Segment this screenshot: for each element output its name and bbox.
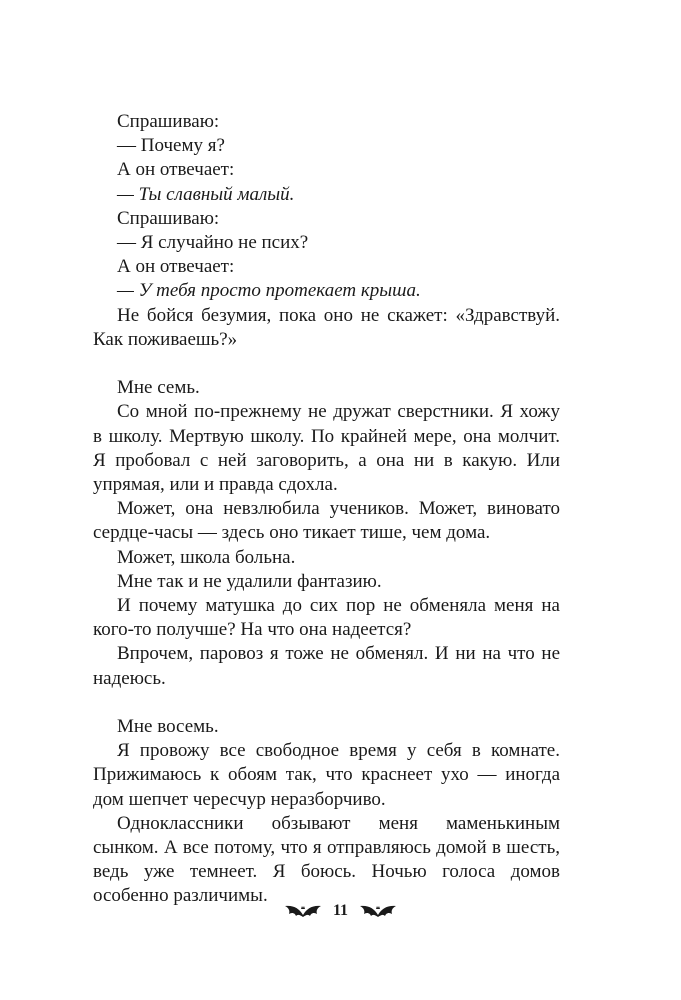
paragraph: И почему матушка до сих пор не обменяла меня на кого-то получше? На что она надеется? [93,595,560,641]
section-gap [93,352,560,376]
paragraph: Мне так и не удалили фантазию. [117,570,382,592]
paragraph: Спрашиваю: [117,207,220,229]
paragraph: — Почему я? [117,135,225,157]
paragraph: Впрочем, паровоз я тоже не обменял. И ни на что не надеюсь. [93,643,560,689]
paragraph: — Ты славный малый. [117,183,295,205]
paragraph: А он отвечает: [117,256,235,278]
body-text [93,110,560,909]
paragraph: А он отвечает: [117,159,235,181]
paragraph: Мне семь. [117,377,200,399]
page-number: 11 [332,902,349,919]
bat-icon-right [358,900,398,922]
paragraph: Не бойся безумия, пока оно не скажет: «Здравствуй. Как поживаешь?» [93,304,560,350]
paragraph: — У тебя просто протекает крыша. [117,280,421,302]
paragraph: Одноклассники обзывают меня маменькиным сынком. А все потому, что я отправляюсь домой в шесть, ведь уже темнеет. Я боюсь. Ночью голоса домов особенно различимы. [93,812,560,907]
paragraph: Может, она невзлюбила учеников. Может, виновато сердце-часы — здесь оно тикает тише, чем дома. [93,498,560,544]
paragraph: — Я случайно не псих? [117,232,309,254]
paragraph: Мне восемь. [117,716,219,738]
section-gap [93,691,560,715]
bat-icon-left [283,900,323,922]
paragraph: Со мной по-прежнему не дружат сверстники. Я хожу в школу. Мертвую школу. По крайней мере, она молчит. Я пробовал с ней заговорить, а она ни в какую. Или упрямая, или и правда сдохла. [93,401,560,496]
paragraph: Может, школа больна. [117,546,296,568]
paragraph: Я провожу все свободное время у себя в комнате. Прижимаюсь к обоям так, что краснеет ухо — иногда дом шепчет чересчур неразборчиво. [93,740,560,810]
page-footer [0,900,681,922]
paragraph: Спрашиваю: [117,111,220,132]
